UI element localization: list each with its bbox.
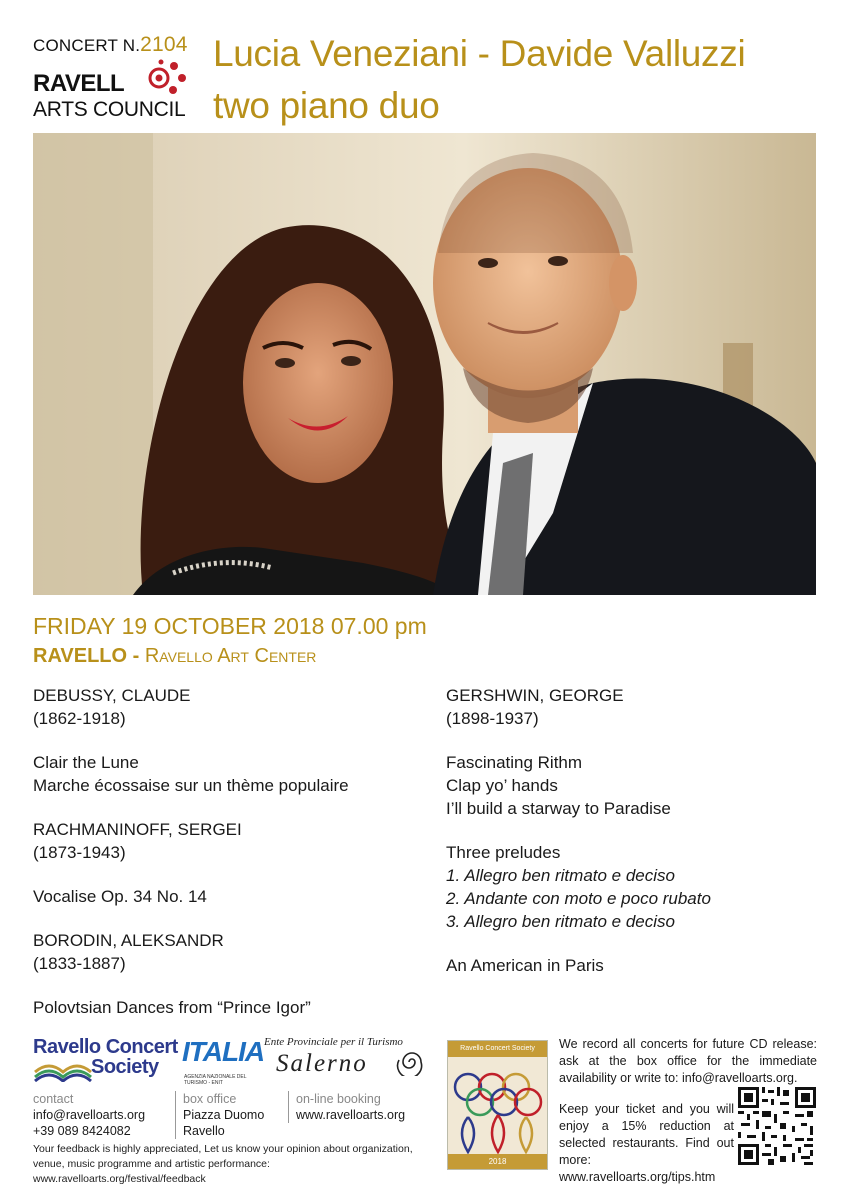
work-title: I’ll build a starway to Paradise — [446, 799, 671, 818]
salerno-wordmark: Salerno — [276, 1050, 368, 1077]
italia-logo — [182, 1036, 265, 1086]
rcs-logo-line1: Ravello Concert — [33, 1036, 178, 1058]
performers-title: Lucia Veneziani - Davide Valluzzi — [213, 33, 746, 74]
logo-swirl-icon — [141, 58, 201, 98]
composer-name: DEBUSSY, CLAUDE — [33, 686, 191, 705]
composer-years: (1873-1943) — [33, 843, 126, 862]
salerno-caption: Ente Provinciale per il Turismo — [264, 1036, 403, 1048]
qr-code[interactable] — [738, 1087, 816, 1165]
concert-number-value: 2104 — [140, 33, 188, 56]
contact-label: contact — [33, 1092, 74, 1106]
box-office-label: box office — [183, 1092, 237, 1106]
work-title: Fascinating Rithm — [446, 753, 583, 772]
contact-email[interactable]: info@ravelloarts.org — [33, 1108, 146, 1122]
box-office-block — [175, 1091, 295, 1139]
prelude-movement: 3. Allegro ben ritmato e deciso — [446, 912, 675, 931]
box-office-address: Piazza Duomo — [183, 1108, 265, 1122]
composer-years: (1862-1918) — [33, 709, 126, 728]
box-office-city: Ravello — [183, 1124, 225, 1138]
salerno-tourism-logo — [264, 1036, 429, 1086]
concert-label: CONCERT N. — [33, 36, 141, 55]
spiral-icon — [396, 1048, 428, 1076]
prelude-movement: 1. Allegro ben ritmato e deciso — [446, 866, 675, 885]
ensemble-subtitle: two piano duo — [213, 85, 440, 126]
italia-subtitle: AGENZIA NAZIONALE DEL TURISMO - ENIT — [184, 1074, 247, 1086]
rcs-logo-line2: Society — [91, 1056, 159, 1078]
program-column-left — [33, 684, 433, 1019]
work-title: Polovtsian Dances from “Prince Igor” — [33, 998, 311, 1017]
venue-city: RAVELLO - — [33, 645, 145, 667]
violins-illustration-icon — [448, 1057, 547, 1157]
composer-name: RACHMANINOFF, SERGEI — [33, 820, 242, 839]
italia-wordmark: ITALIA — [182, 1036, 265, 1067]
waves-icon — [33, 1060, 93, 1082]
feedback-note: Your feedback is highly appreciated, Let us know your opinion about organization, venue, music programme and artistic performance: www.ravelloarts.org/festival/feedback — [33, 1143, 413, 1185]
online-booking-link[interactable]: www.ravelloarts.org — [296, 1108, 406, 1122]
logo-ravello-text: RAVELL — [33, 70, 125, 97]
online-booking-label: on-line booking — [296, 1092, 381, 1106]
tips-link[interactable]: www.ravelloarts.org/tips.htm — [559, 1170, 716, 1184]
contact-block — [33, 1091, 173, 1139]
ravello-arts-council-logo — [33, 58, 208, 128]
cover-title: Ravello Concert Society — [448, 1041, 547, 1057]
composer-name: GERSHWIN, GEORGE — [446, 686, 624, 705]
concert-number — [33, 33, 188, 57]
composer-years: (1898-1937) — [446, 709, 539, 728]
performers-photo — [33, 133, 816, 595]
work-title: Marche écossaise sur un thème populaire — [33, 776, 349, 795]
work-title: Vocalise Op. 34 No. 14 — [33, 887, 207, 906]
cover-year: 2018 — [448, 1154, 547, 1169]
ticket-discount-note: Keep your ticket and you will enjoy a 15% reduction at selected restaurants. Find out more: — [559, 1102, 734, 1167]
contact-phone[interactable]: +39 089 8424082 — [33, 1124, 131, 1138]
event-date: FRIDAY 19 OCTOBER 2018 07.00 pm — [33, 613, 427, 639]
ravello-concert-society-logo — [33, 1036, 178, 1086]
work-title: Clap yo’ hands — [446, 776, 558, 795]
venue-name: Ravello Art Center — [144, 645, 317, 667]
online-booking-block — [288, 1091, 436, 1123]
composer-name: BORODIN, ALEKSANDR — [33, 931, 224, 950]
work-title: Three preludes — [446, 843, 561, 862]
logo-arts-council-text: ARTS COUNCIL — [33, 98, 186, 121]
prelude-movement: 2. Andante con moto e poco rubato — [446, 889, 711, 908]
composer-years: (1833-1887) — [33, 954, 126, 973]
event-venue — [33, 645, 316, 668]
work-title: An American in Paris — [446, 956, 604, 975]
concert-title — [213, 28, 745, 132]
work-title: Clair the Lune — [33, 753, 139, 772]
program-column-right — [446, 684, 826, 977]
cd-cover-image — [447, 1040, 548, 1170]
cd-release-note: We record all concerts for future CD release: ask at the box office for the immediate availability or write to: info@ravelloarts.org. — [559, 1037, 817, 1085]
